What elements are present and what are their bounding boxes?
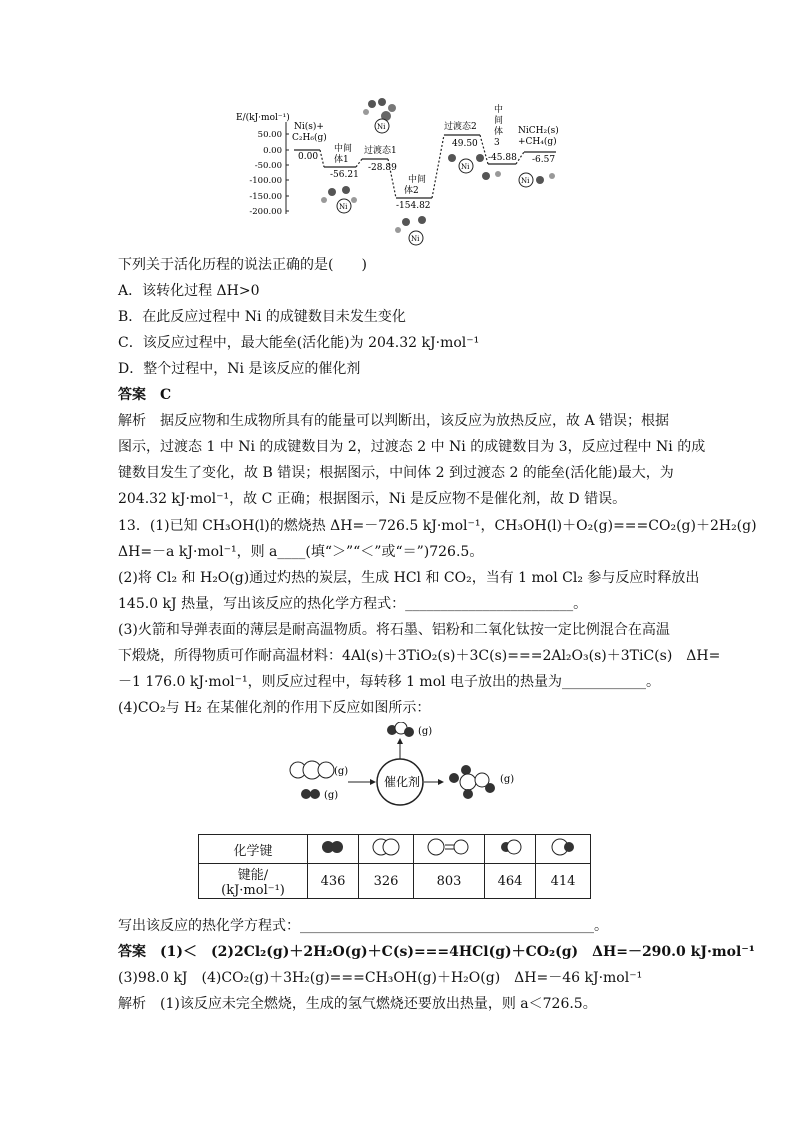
molecule-int2-icon bbox=[395, 216, 426, 245]
question-text: 下列关于活化历程的说法正确的是( ) bbox=[118, 257, 367, 273]
option-a: A．该转化过程 ΔH>0 bbox=[118, 283, 260, 299]
int3-label: 中 bbox=[494, 105, 504, 115]
table-cell: 464 bbox=[485, 864, 536, 899]
q13-line: (2)将 Cl₂ 和 H₂O(g)通过灼热的炭层，生成 HCl 和 CO₂，当有 1 mol Cl₂ 参与反应时释放出 bbox=[118, 570, 700, 586]
q13-line: 下煅烧，所得物质可作耐高温材料：4Al(s)＋3TiO₂(s)＋3C(s)===2Al₂O₃(s)＋3TiC(s) ΔH= bbox=[118, 648, 721, 664]
y-tick: -200.00 bbox=[249, 207, 282, 217]
int1-value: -56.21 bbox=[330, 170, 359, 180]
analysis-12-line: 解析 据反应物和生成物所具有的能量可以判断出，该反应为放热反应，故 A 错误；根据 bbox=[118, 413, 670, 429]
analysis-12-line: 键数目发生了变化，故 B 错误；根据图示，中间体 2 到过渡态 2 的能垒(活化能)最大，为 bbox=[118, 465, 674, 481]
analysis-13: 解析 (1)该反应未完全燃烧，生成的氢气燃烧还要放出热量，则 a＜726.5。 bbox=[118, 996, 597, 1012]
q13-line: 145.0 kJ 热量，写出该反应的热化学方程式：________________________。 bbox=[118, 596, 588, 612]
option-b: B．在此反应过程中 Ni 的成键数目未发生变化 bbox=[118, 309, 406, 325]
table-header-cell: 化学键 bbox=[199, 835, 308, 864]
table-cell: 326 bbox=[359, 864, 414, 899]
reactant-label: C₂H₆(g) bbox=[292, 133, 327, 143]
answer-13-line: (3)98.0 kJ (4)CO₂(g)＋3H₂(g)===CH₃OH(g)＋H₂O(g) ΔH=－46 kJ·mol⁻¹ bbox=[118, 970, 643, 986]
int1-label: 中间 bbox=[334, 144, 353, 154]
int2-value: -154.82 bbox=[396, 201, 431, 211]
product-label: NiCH₂(s) bbox=[518, 126, 559, 136]
q13-line: －1 176.0 kJ·mol⁻¹，则反应过程中，每转移 1 mol 电子放出的热量为____________。 bbox=[118, 674, 661, 690]
molecule-ts2-icon bbox=[448, 154, 484, 173]
svg-text:Ni: Ni bbox=[339, 203, 348, 211]
option-d: D．整个过程中，Ni 是该反应的催化剂 bbox=[118, 361, 361, 377]
gas-label: (g) bbox=[418, 726, 433, 737]
product-label: +CH₄(g) bbox=[518, 137, 557, 147]
ts1-label: 过渡态1 bbox=[364, 146, 397, 156]
gas-label: (g) bbox=[500, 774, 515, 785]
y-tick: 0.00 bbox=[263, 146, 282, 156]
co2-molecule-icon bbox=[290, 761, 334, 779]
bond-energy-table bbox=[198, 834, 591, 899]
gas-label: (g) bbox=[324, 790, 339, 801]
h2o-molecule-icon bbox=[387, 722, 414, 737]
svg-text:Ni: Ni bbox=[461, 163, 470, 171]
svg-text:Ni: Ni bbox=[411, 235, 420, 243]
int3-label: 3 bbox=[494, 138, 500, 148]
h2-molecule-icon bbox=[301, 789, 320, 799]
ts2-value: 49.50 bbox=[452, 139, 478, 149]
gas-label: (g) bbox=[334, 766, 349, 777]
table-cell: 436 bbox=[308, 864, 359, 899]
product-value: -6.57 bbox=[532, 155, 556, 165]
bond-o-h-icon bbox=[485, 835, 536, 864]
int2-label: 中间 bbox=[408, 175, 427, 185]
q13-line: 13．(1)已知 CH₃OH(l)的燃烧热 ΔH=－726.5 kJ·mol⁻¹，CH₃OH(l)＋O₂(g)===CO₂(g)＋2H₂(g) bbox=[118, 518, 757, 534]
molecule-int1-icon bbox=[321, 186, 357, 213]
analysis-12-line: 图示，过渡态 1 中 Ni 的成键数目为 2，过渡态 2 中 Ni 的成键数目为 3，反应过程中 Ni 的成 bbox=[118, 439, 706, 455]
y-axis-label: E/(kJ·mol⁻¹) bbox=[236, 113, 290, 123]
y-tick: -50.00 bbox=[254, 161, 282, 171]
y-tick: 50.00 bbox=[257, 130, 282, 140]
bond-c-c-icon bbox=[359, 835, 414, 864]
answer-13-line: 答案 (1)＜ (2)2Cl₂(g)＋2H₂O(g)＋C(s)===4HCl(g)＋CO₂(g) ΔH=－290.0 kJ·mol⁻¹ bbox=[118, 944, 755, 960]
table-cell: 803 bbox=[414, 864, 485, 899]
ts2-label: 过渡态2 bbox=[444, 122, 477, 132]
reactant-label: Ni(s)+ bbox=[294, 122, 324, 132]
molecule-ts1-icon bbox=[363, 98, 396, 133]
write-equation-prompt: 写出该反应的热化学方程式：__________________________________________。 bbox=[118, 918, 608, 934]
reactant-value: 0.00 bbox=[298, 152, 319, 162]
y-tick: -100.00 bbox=[249, 176, 282, 186]
svg-text:Ni: Ni bbox=[377, 123, 386, 131]
bond-c-h-icon bbox=[536, 835, 591, 864]
svg-text:Ni: Ni bbox=[521, 177, 530, 185]
bond-c-o-double-icon bbox=[414, 835, 485, 864]
table-row bbox=[199, 864, 591, 899]
bond-h-h-icon bbox=[308, 835, 359, 864]
energy-profile-figure bbox=[236, 96, 576, 248]
q13-line: (3)火箭和导弹表面的薄层是耐高温物质。将石墨、铝粉和二氧化钛按一定比例混合在高温 bbox=[118, 622, 670, 638]
int2-label: 体2 bbox=[404, 186, 419, 196]
answer-12: 答案 C bbox=[118, 387, 172, 403]
y-tick: -150.00 bbox=[249, 192, 282, 202]
table-row bbox=[199, 835, 591, 864]
option-c: C．该反应过程中，最大能垒(活化能)为 204.32 kJ·mol⁻¹ bbox=[118, 335, 480, 351]
int3-value: -45.88 bbox=[488, 153, 517, 163]
molecule-product-icon bbox=[482, 171, 555, 187]
q13-line: ΔH=－a kJ·mol⁻¹，则 a____(填“＞”“＜”或“＝”)726.5。 bbox=[118, 544, 484, 560]
int3-label: 间 bbox=[494, 116, 504, 126]
ts1-value: -28.89 bbox=[368, 163, 397, 173]
catalyst-label: 催化剂 bbox=[384, 775, 421, 789]
ch3oh-molecule-icon bbox=[449, 765, 495, 799]
analysis-12-line: 204.32 kJ·mol⁻¹，故 C 正确；根据图示，Ni 是反应物不是催化剂，故 D 错误。 bbox=[118, 491, 627, 507]
catalyst-figure bbox=[288, 722, 528, 822]
int3-label: 体 bbox=[494, 127, 504, 137]
table-cell: 414 bbox=[536, 864, 591, 899]
q13-line: (4)CO₂与 H₂ 在某催化剂的作用下反应如图所示： bbox=[118, 700, 431, 716]
table-row-label: 键能/ (kJ·mol⁻¹) bbox=[199, 864, 308, 899]
int1-label: 体1 bbox=[334, 155, 349, 165]
